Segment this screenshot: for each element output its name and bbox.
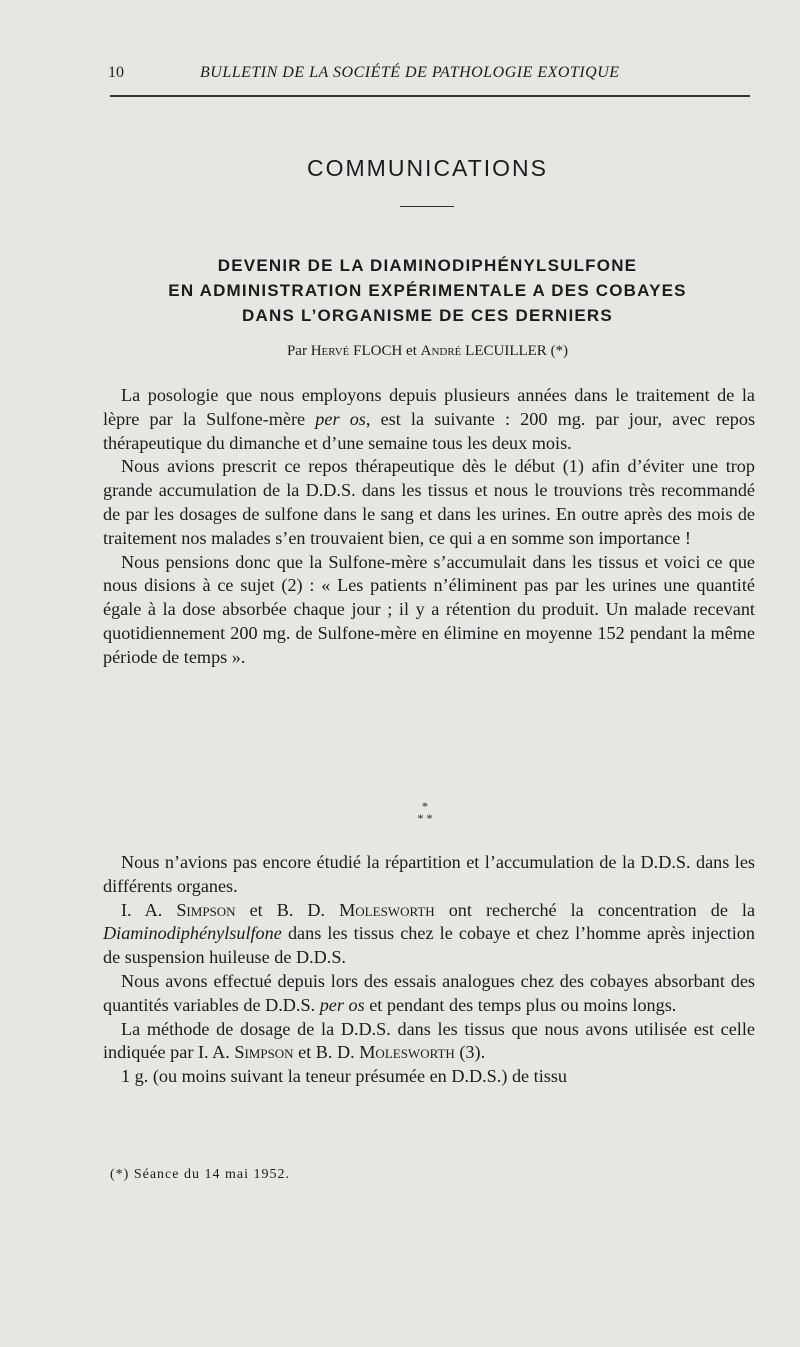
- paragraph: Nous avons effectué depuis lors des essais analogues chez des cobayes absorbant des quantités variables de D.D.S. per os et pendant des temps plus ou moins longs.: [103, 970, 755, 1015]
- paragraph: La méthode de dosage de la D.D.S. dans les tissus que nous avons utilisée est celle indiquée par I. A. Simpson et B. D. Molesworth (3).: [103, 1018, 755, 1063]
- running-header: [108, 64, 750, 84]
- paragraph: I. A. Simpson et B. D. Molesworth ont recherché la concentration de la Diaminodiphénylsulfone dans les tissus chez le cobaye et chez l’homme après injection de suspension huileuse de D.D.S.: [103, 899, 756, 968]
- title-line: EN ADMINISTRATION EXPÉRIMENTALE A DES COBAYES: [168, 281, 687, 300]
- author-last-name: LECUILLER: [465, 343, 547, 359]
- author-first-name: Hervé: [310, 343, 350, 359]
- title-line: DEVENIR DE LA DIAMINODIPHÉNYLSULFONE: [217, 256, 638, 275]
- title-line: DANS L’ORGANISME DE CES DERNIERS: [242, 306, 613, 325]
- footnote-mark: (*): [550, 343, 569, 359]
- paragraph: La posologie que nous employons depuis plusieurs années dans le traitement de la lèpre par la Sulfone-mère per os, est la suivante : 200 mg. par jour, avec repos thérapeutique du dimanche et d’une semaine tous les deux mois.: [103, 385, 756, 453]
- section-title: COMMUNICATIONS: [307, 155, 548, 181]
- body-text-section-1: [103, 384, 755, 670]
- asterism-separator: * * *: [417, 799, 433, 825]
- journal-title: BULLETIN DE LA SOCIÉTÉ DE PATHOLOGIE EXOTIQUE: [200, 64, 620, 81]
- author-last-name: FLOCH: [353, 343, 403, 359]
- page-number: 10: [108, 64, 124, 81]
- paragraph: 1 g. (ou moins suivant la teneur présumée en D.D.S.) de tissu: [121, 1066, 568, 1087]
- paragraph: Nous pensions donc que la Sulfone-mère s’accumulait dans les tissus et voici ce que nous disions à ce sujet (2) : « Les patients n’éliminent pas par les urines une quantité égale à la dose absorbée chaque jour ; il y a rétention du produit. Un malade recevant quotidiennement 200 mg. de Sulfone-mère en élimine en moyenne 152 pendant la même période de temps ».: [103, 551, 755, 667]
- section-divider: [400, 206, 454, 207]
- article-title: [100, 253, 755, 328]
- footnote: (*) Séance du 14 mai 1952.: [110, 1167, 290, 1182]
- header-rule: [110, 95, 750, 97]
- byline: Par Hervé FLOCH et André LECUILLER (*): [286, 343, 569, 359]
- paragraph: Nous n’avions pas encore étudié la répartition et l’accumulation de la D.D.S. dans les différents organes.: [103, 852, 755, 896]
- author-first-name: André: [420, 343, 462, 359]
- body-text-section-2: [103, 851, 755, 1089]
- paragraph: Nous avions prescrit ce repos thérapeutique dès le début (1) afin d’éviter une trop grande accumulation de la D.D.S. dans les tissus et nous le trouvions très recommandé de par les dosages de sulfone dans le sang et dans les urines. En outre après des mois de traitement nos malades s’en trouvaient bien, ce qui a en somme son importance !: [103, 456, 755, 548]
